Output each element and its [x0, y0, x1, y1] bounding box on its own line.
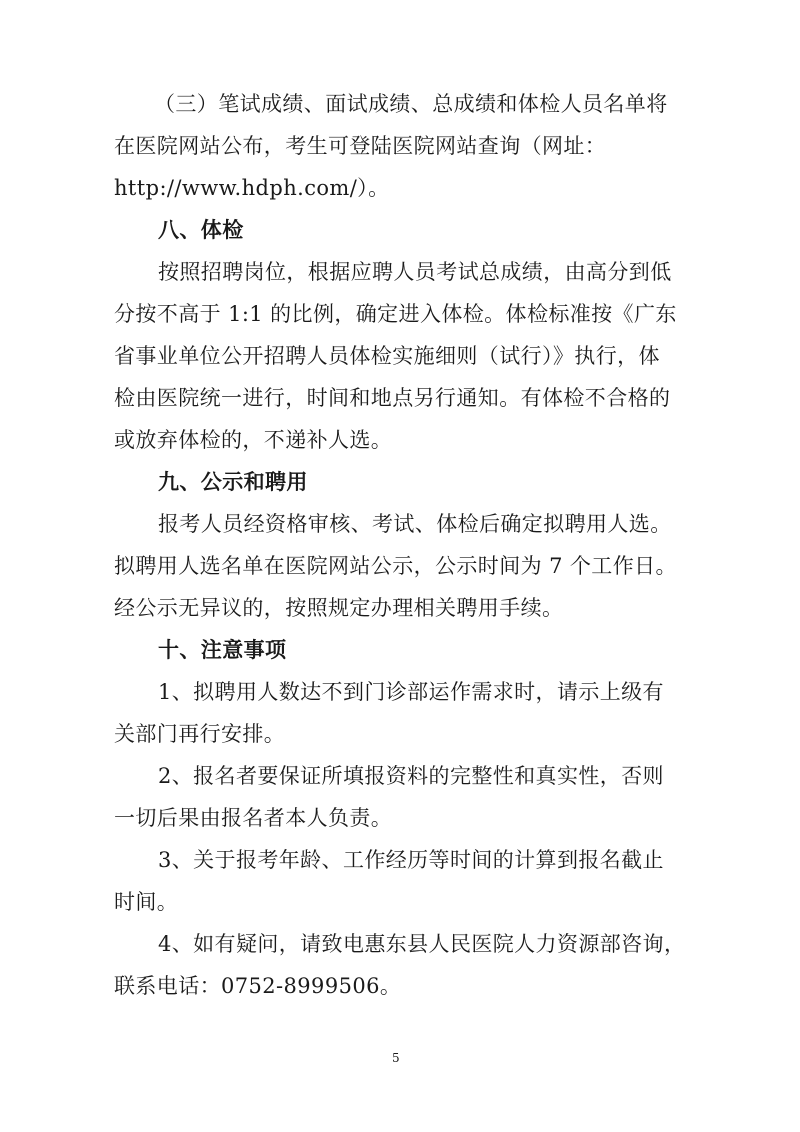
- section-10-item-2-line-2: 一切后果由报名者本人负责。: [114, 806, 393, 830]
- section-10-item-1-line-2: 关部门再行安排。: [114, 722, 286, 746]
- section-8-line-3: 省事业单位公开招聘人员体检实施细则（试行）》执行，体: [114, 344, 660, 368]
- page-number: 5: [392, 1051, 400, 1065]
- section-10-item-2-line-1: 2、报名者要保证所填报资料的完整性和真实性，否则: [158, 764, 664, 788]
- section-3-line-1: （三）笔试成绩、面试成绩、总成绩和体检人员名单将: [154, 92, 668, 116]
- section-10-heading: 十、注意事项: [158, 638, 287, 662]
- section-9-line-1: 报考人员经资格审核、考试、体检后确定拟聘用人选。: [158, 512, 672, 536]
- section-8-line-1: 按照招聘岗位，根据应聘人员考试总成绩，由高分到低: [158, 260, 672, 284]
- section-3-line-2: 在医院网站公布，考生可登陆医院网站查询（网址：: [114, 134, 607, 158]
- section-9-heading: 九、公示和聘用: [158, 470, 308, 494]
- section-8-line-5: 或放弃体检的，不递补人选。: [114, 428, 393, 452]
- section-3-line-3: http://www.hdph.com/）。: [114, 176, 390, 200]
- section-9-line-3: 经公示无异议的，按照规定办理相关聘用手续。: [114, 596, 564, 620]
- section-8-line-4: 检由医院统一进行，时间和地点另行通知。有体检不合格的: [114, 386, 671, 410]
- section-8-line-2: 分按不高于 1:1 的比例，确定进入体检。体检标准按《广东: [114, 302, 677, 326]
- section-9-line-2: 拟聘用人选名单在医院网站公示，公示时间为 7 个工作日。: [114, 554, 677, 578]
- section-10-item-4-line-1: 4、如有疑问，请致电惠东县人民医院人力资源部咨询，: [158, 932, 686, 956]
- section-10-item-3-line-2: 时间。: [114, 890, 179, 914]
- section-8-heading: 八、体检: [158, 218, 244, 242]
- section-10-item-4-line-2: 联系电话：0752-8999506。: [114, 974, 402, 998]
- section-10-item-1-line-1: 1、拟聘用人数达不到门诊部运作需求时，请示上级有: [158, 680, 664, 704]
- section-10-item-3-line-1: 3、关于报考年龄、工作经历等时间的计算到报名截止: [158, 848, 664, 872]
